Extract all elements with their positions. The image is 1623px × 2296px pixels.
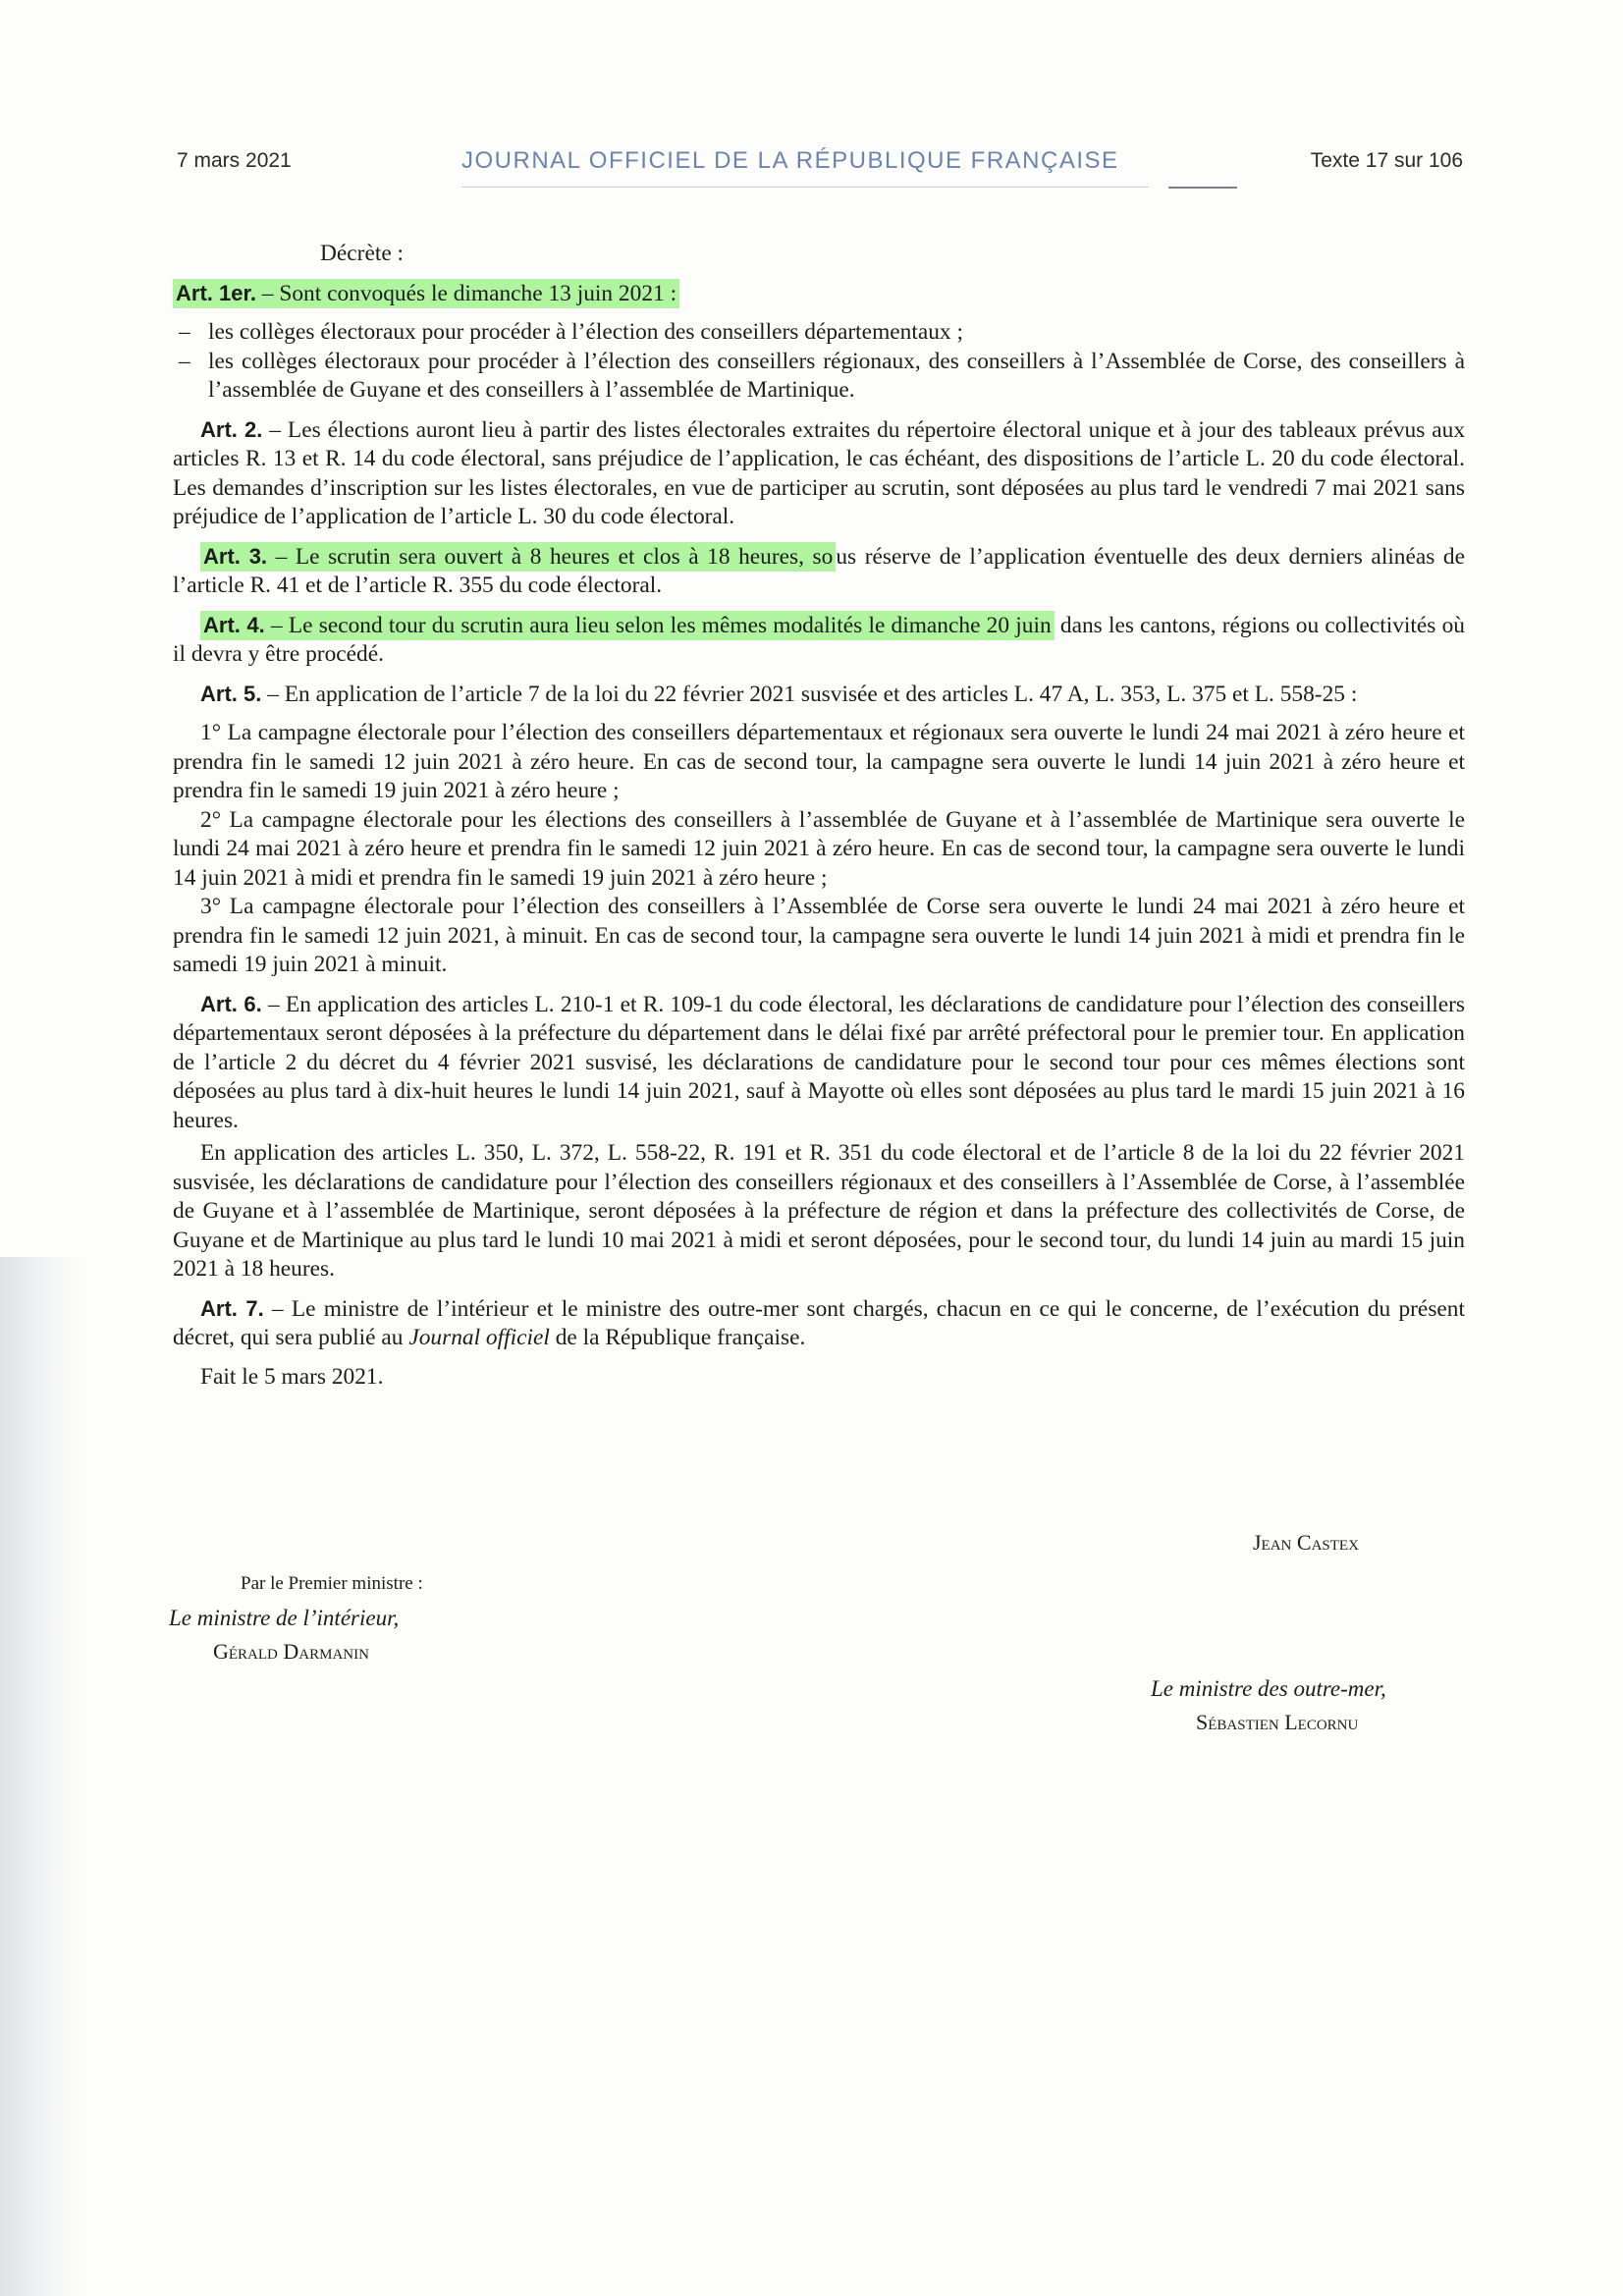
list-item: – les collèges électoraux pour procéder à l’élection des conseillers départementaux ;	[173, 318, 1465, 348]
article-7	[173, 1294, 1465, 1353]
article-4-dash: –	[264, 612, 289, 638]
article-4-text-highlighted: Le second tour du scrutin aura lieu selon les mêmes modalités le dimanche 20 juin	[288, 612, 1052, 638]
article-3-label: Art. 3.	[203, 543, 268, 569]
decree-heading: Décrète :	[320, 241, 405, 266]
article-7-text-b: de la République française.	[549, 1325, 806, 1350]
article-6-paragraph-2: En application des articles L. 350, L. 372, L. 558-22, R. 191 et R. 351 du code électoral et de l’article 8 de la loi du 22 février 2021 susvisée, les déclarations de candidature pour l’élection des conseillers régionaux et des conseillers à l’Assemblée de Corse, à l’assemblée de Guyane et à l’assemblée de Martinique, seront déposées à la préfecture de région et dans la préfecture des collectivités de Corse, de Guyane et de Martinique au plus tard le lundi 10 mai 2021 à midi et seront déposées, pour le second tour, du lundi 14 juin au mardi 15 juin 2021 à 18 heures.	[173, 1140, 1465, 1282]
article-1-dash: –	[255, 280, 280, 306]
article-5-label: Art. 5.	[200, 681, 262, 706]
page-reference: Texte 17 sur 106	[1310, 149, 1463, 172]
article-6-text: En application des articles L. 210-1 et R. 109-1 du code électoral, les déclarations de candidature pour l’élection des conseillers départementaux seront déposées à la préfecture du département dans le délai fixé par arrêté préfectoral pour le premier tour. En application de l’article 2 du décret du 4 février 2021 susvisé, les déclarations de candidature pour le second tour pour ces mêmes élections sont déposées au plus tard à dix-huit heures le lundi 14 juin 2021, sauf à Mayotte où elles sont déposées au plus tard le mardi 15 juin 2021 à 16 heures.	[173, 991, 1465, 1133]
by-prime-minister: Par le Premier ministre :	[241, 1573, 423, 1594]
interior-minister-name: Gérald Darmanin	[213, 1639, 369, 1664]
article-6-dash: –	[261, 991, 286, 1017]
header-rule-accent	[1168, 187, 1237, 189]
article-4-text: dans les cantons, régions ou collectivités où il devra y être procédé.	[173, 612, 1465, 667]
overseas-minister-name: Sébastien Lecornu	[1196, 1710, 1359, 1734]
publication-date: 7 mars 2021	[177, 149, 292, 172]
article-3	[173, 542, 1465, 601]
article-3-dash: –	[267, 543, 296, 570]
article-3-text-highlighted: Le scrutin sera ouvert à 8 heures et clos à 18 heures, so	[295, 543, 834, 570]
signature-prime-minister: Jean Castex	[1253, 1530, 1359, 1555]
article-7-label: Art. 7.	[200, 1295, 264, 1321]
article-2-dash: –	[262, 416, 288, 443]
interior-minister-role: Le ministre de l’intérieur,	[169, 1606, 400, 1630]
article-7-journal-name: Journal officiel	[408, 1325, 550, 1350]
article-3-text: us réserve de l’application éventuelle des deux derniers alinéas de l’article R. 41 et de l’article R. 355 du code électoral.	[173, 543, 1465, 598]
highlight-art3	[200, 542, 836, 572]
scan-shadow	[0, 1257, 88, 2296]
article-4-label: Art. 4.	[203, 612, 265, 637]
article-2	[173, 415, 1465, 532]
done-date: Fait le 5 mars 2021.	[200, 1363, 384, 1390]
article-4	[173, 611, 1465, 670]
article-5-item-2: 2° La campagne électorale pour les élections des conseillers à l’assemblée de Guyane et à l’assemblée de Martinique sera ouverte le lundi 24 mai 2021 à zéro heure et prendra fin le samedi 12 juin 2021 à zéro heure. En cas de second tour, la campagne sera ouverte le lundi 14 juin 2021 à midi et prendra fin le samedi 19 juin 2021 à zéro heure ;	[173, 806, 1465, 891]
article-2-text: Les élections auront lieu à partir des listes électorales extraites du répertoire électoral unique et à jour des tableaux prévus aux articles R. 13 et R. 14 du code électoral, sans préjudice de l’application, le cas échéant, des dispositions de l’article L. 20 du code électoral. Les demandes d’inscription sur les listes électorales, en vue de participer au scrutin, sont déposées au plus tard le vendredi 7 mai 2021 sans préjudice de l’application de l’article L. 30 du code électoral.	[173, 416, 1466, 529]
article-1	[173, 279, 1465, 309]
article-5-item-1: 1° La campagne électorale pour l’élection des conseillers départementaux et régionaux sera ouverte le lundi 24 mai 2021 à zéro heure et prendra fin le samedi 12 juin 2021 à zéro heure. En cas de second tour, la campagne sera ouverte le lundi 14 juin 2021 à zéro heure et prendra fin le samedi 19 juin 2021 à zéro heure ;	[173, 720, 1465, 803]
article-5	[173, 680, 1465, 710]
list-item: – les collèges électoraux pour procéder à l’élection des conseillers régionaux, des conseillers à l’Assemblée de Corse, des conseillers à l’assemblée de Guyane et des conseillers à l’assemblée de Martinique.	[173, 348, 1465, 406]
article-1-label: Art. 1er.	[176, 280, 256, 305]
article-5-dash: –	[261, 681, 285, 707]
article-1-list	[173, 318, 1465, 406]
article-7-text-a: Le ministre de l’intérieur et le ministre des outre-mer sont chargés, chacun en ce qui le concerne, de l’exécution du présent décret, qui sera publié au	[173, 1295, 1465, 1350]
article-7-dash: –	[263, 1295, 292, 1322]
page-header	[177, 147, 1463, 187]
decree-body	[173, 240, 1465, 1401]
article-1-text: Sont convoqués le dimanche 13 juin 2021 :	[279, 280, 677, 306]
journal-title: JOURNAL OFFICIEL DE LA RÉPUBLIQUE FRANÇAISE	[461, 147, 1119, 174]
highlight-art1	[173, 279, 679, 308]
header-rule	[461, 187, 1149, 188]
highlight-art4	[200, 611, 1055, 640]
article-2-label: Art. 2.	[200, 416, 263, 442]
article-5-text: En application de l’article 7 de la loi du 22 février 2021 susvisée et des articles L. 47 A, L. 353, L. 375 et L. 558-25 :	[284, 681, 1358, 707]
article-6	[173, 990, 1465, 1136]
overseas-minister-role: Le ministre des outre-mer,	[1151, 1676, 1386, 1701]
article-6-label: Art. 6.	[200, 991, 262, 1016]
article-5-item-3: 3° La campagne électorale pour l’élection des conseillers à l’Assemblée de Corse sera ouverte le lundi 24 mai 2021 à zéro heure et prendra fin le samedi 12 juin 2021, à minuit. En cas de second tour, la campagne sera ouverte le lundi 14 juin 2021 à midi et prendra fin le samedi 19 juin 2021 à minuit.	[173, 894, 1465, 977]
